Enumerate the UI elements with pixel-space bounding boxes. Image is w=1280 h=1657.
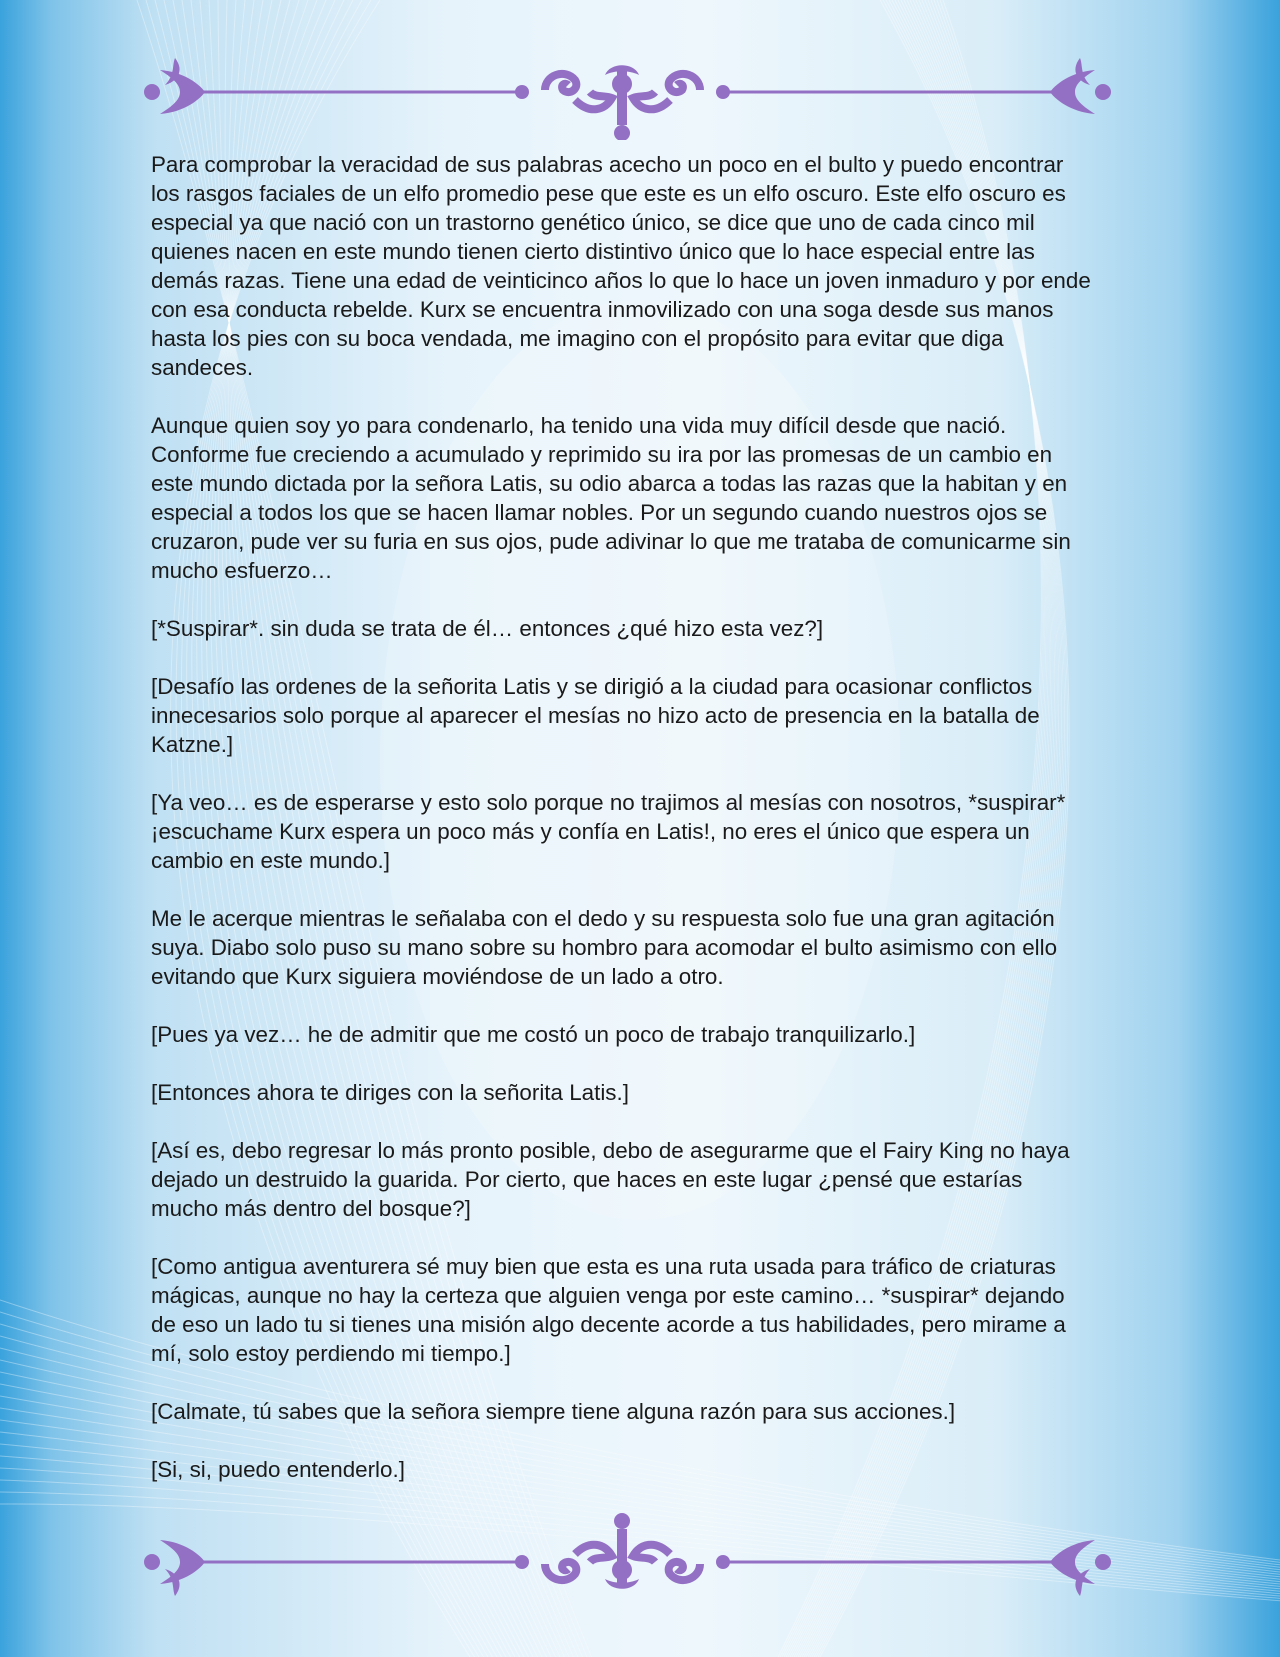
dialogue-line: [Como antigua aventurera sé muy bien que esta es una ruta usada para tráfico de criaturas mágicas, aunque no hay la certeza que alguien venga por este camino… *suspirar* dejando de eso un lado tu si tienes una misión algo decente acorde a tus habilidades, pero mirame a mí, solo estoy perdiendo mi tiempo.] [151, 1254, 1066, 1366]
dialogue-line: [Así es, debo regresar lo más pronto posible, debo de asegurarme que el Fairy King no haya dejado un destruido la guarida. Por cierto, que haces en este lugar ¿pensé que estarías mucho más dentro del bosque?] [151, 1138, 1070, 1221]
dialogue-line: [Calmate, tú sabes que la señora siempre tiene alguna razón para sus acciones.] [151, 1399, 956, 1424]
paragraph-2: Aunque quien soy yo para condenarlo, ha tenido una vida muy difícil desde que nació. Conforme fue creciendo a acumulado y reprimido su ira por las promesas de un cambio en este mundo dictada por la señora Latis, su odio abarca a todas las razas que la habitan y en especial a todos los que se hacen llamar nobles. Por un segundo cuando nuestros ojos se cruzaron, pude ver su furia en sus ojos, pude adivinar lo que me trataba de comunicarme sin mucho esfuerzo… [151, 413, 1071, 583]
dialogue-line: [*Suspirar*. sin duda se trata de él… entonces ¿qué hizo esta vez?] [151, 616, 824, 641]
dialogue-line: [Entonces ahora te diriges con la señorita Latis.] [151, 1080, 629, 1105]
paragraph-1: Para comprobar la veracidad de sus palabras acecho un poco en el bulto y puedo encontrar los rasgos faciales de un elfo promedio pese que este es un elfo oscuro. Este elfo oscuro es especial ya que nació con un trastorno genético único, se dice que uno de cada cinco mil quienes nacen en este mundo tienen cierto distintivo único que lo hace especial entre las demás razas. Tiene una edad de veinticinco años lo que lo hace un joven inmaduro y por ende con esa conducta rebelde. Kurx se encuentra inmovilizado con una soga desde sus manos hasta los pies con su boca vendada, me imagino con el propósito para evitar que diga sandeces. [151, 152, 1091, 380]
text-body [151, 150, 1091, 1513]
dialogue-line: [Pues ya vez… he de admitir que me costó un poco de trabajo tranquilizarlo.] [151, 1022, 916, 1047]
bottom-ornament [0, 1510, 1280, 1610]
dialogue-line: [Si, si, puedo entenderlo.] [151, 1457, 405, 1482]
dialogue-line: [Desafío las ordenes de la señorita Latis y se dirigió a la ciudad para ocasionar conflictos innecesarios solo porque al aparecer el mesías no hizo acto de presencia en la batalla de Katzne.] [151, 674, 1040, 757]
top-ornament [0, 40, 1280, 140]
dialogue-line: [Ya veo… es de esperarse y esto solo porque no trajimos al mesías con nosotros, *suspirar* ¡escuchame Kurx espera un poco más y confía en Latis!, no eres el único que espera un cambio en este mundo.] [151, 790, 1066, 873]
paragraph-narration: Me le acerque mientras le señalaba con el dedo y su respuesta solo fue una gran agitación suya. Diabo solo puso su mano sobre su hombro para acomodar el bulto asimismo con ello evitando que Kurx siguiera moviéndose de un lado a otro. [151, 906, 1058, 989]
